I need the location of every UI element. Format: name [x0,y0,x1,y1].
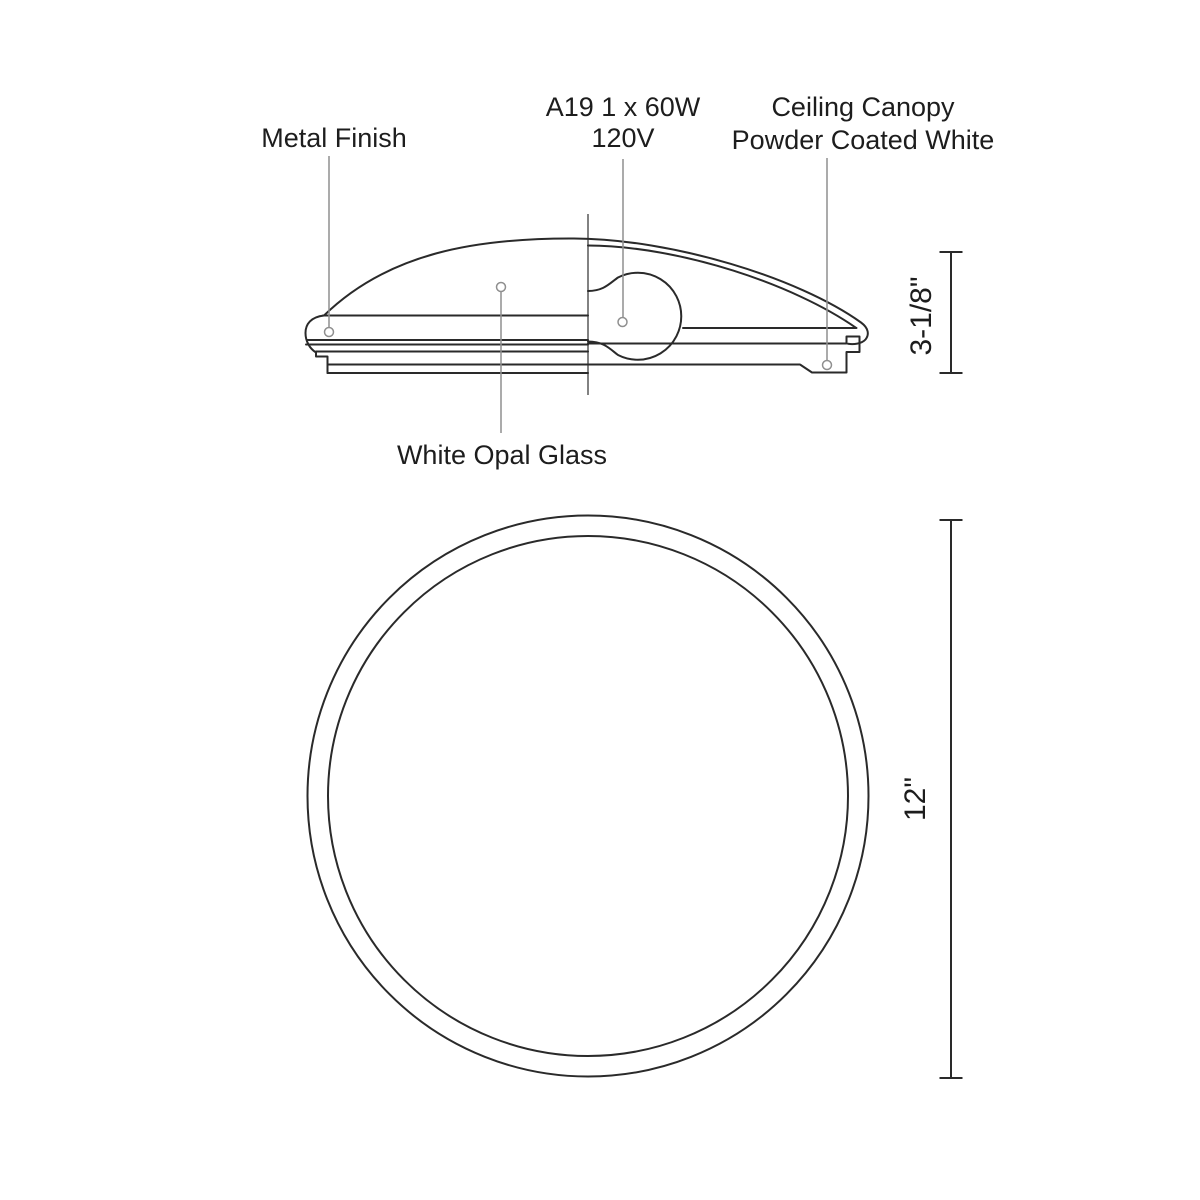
canopy-profile-path [328,328,860,373]
canopy-leader-dot [823,361,832,370]
dome-inner-line-path [588,246,856,328]
height-dimension-line [940,252,963,373]
dimension-diameter [899,520,963,1078]
metal-finish-label: Metal Finish [261,123,407,153]
top-view [308,516,869,1077]
canopy-label-line1: Ceiling Canopy [771,92,955,122]
leader-glass [497,283,506,434]
side-view [306,214,868,395]
glass-label: White Opal Glass [396,440,608,470]
bulb-outline-path [588,273,681,360]
height-dimension-label: 3-1/8" [905,276,938,356]
canopy-label-line2: Powder Coated White [731,125,995,155]
lamp-label-line1: A19 1 x 60W [545,92,701,122]
leader-lamp [618,159,627,327]
lamp-label-line2: 120V [591,123,655,153]
dimension-height [905,252,963,373]
glass-leader-dot [497,283,506,292]
diameter-dimension-label: 12" [899,776,932,822]
diameter-dimension-line [940,520,963,1078]
metal-finish-leader-dot [325,328,334,337]
top-view-outer-circle [308,516,869,1077]
leader-canopy [823,158,832,370]
top-view-inner-circle [328,536,848,1056]
leader-metal-finish [325,156,334,337]
lamp-leader-dot [618,318,627,327]
